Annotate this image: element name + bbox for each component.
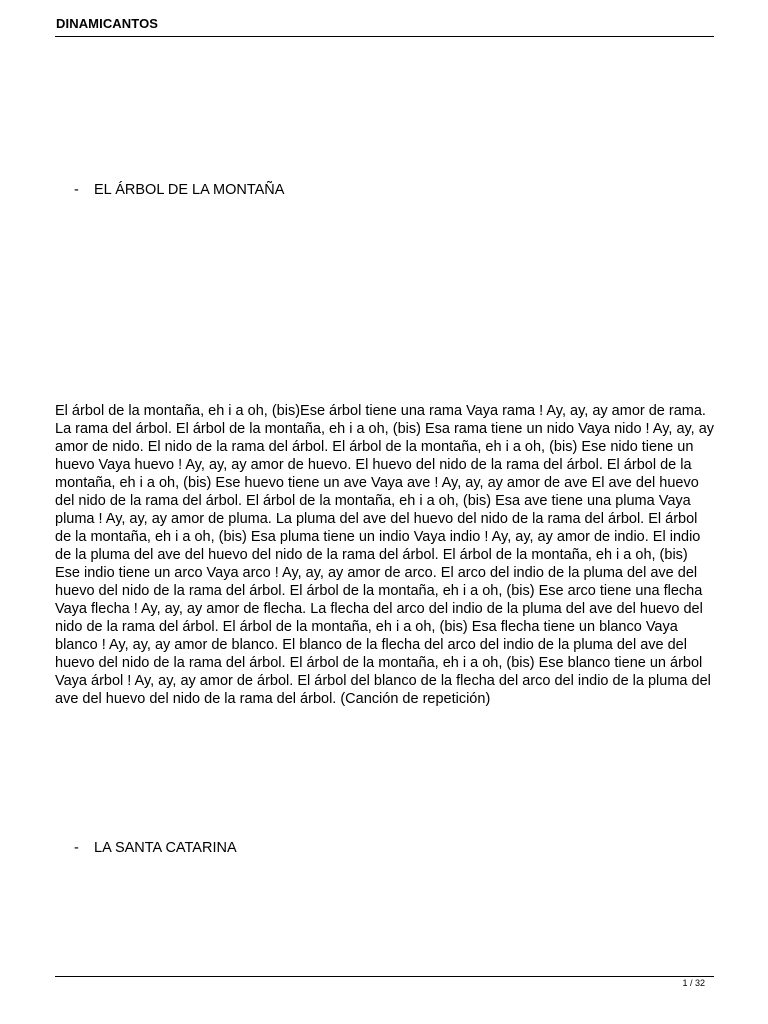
- footer-divider: [55, 976, 714, 977]
- section-heading-santa-catarina: [74, 840, 237, 856]
- list-dash: -: [74, 182, 79, 198]
- list-dash: -: [74, 840, 79, 856]
- page-number: 1 / 32: [682, 978, 705, 988]
- section-heading-arbol: [74, 182, 284, 198]
- section-heading-text: EL ÁRBOL DE LA MONTAÑA: [94, 182, 285, 198]
- song-lyrics-paragraph: El árbol de la montaña, eh i a oh, (bis)Ese árbol tiene una rama Vaya rama ! Ay, ay, ay amor de rama. La rama del árbol. El árbol de la montaña, eh i a oh, (bis) Esa rama tiene un nido Vaya nido ! Ay, ay, ay amor de nido. El nido de la rama del árbol. El árbol de la montaña, eh i a oh, (bis) Ese nido tiene un huevo Vaya huevo ! Ay, ay, ay amor de huevo. El huevo del nido de la rama del árbol. El árbol de la montaña, eh i a oh, (bis) Ese huevo tiene un ave Vaya ave ! Ay, ay, ay amor de ave El ave del huevo del nido de la rama del árbol. El árbol de la montaña, eh i a oh, (bis) Esa ave tiene una pluma Vaya pluma ! Ay, ay, ay amor de pluma. La pluma del ave del huevo del nido de la rama del árbol. El árbol de la montaña, eh i a oh, (bis) Esa pluma tiene un indio Vaya indio ! Ay, ay, ay amor de indio. El indio de la pluma del ave del huevo del nido de la rama del árbol. El árbol de la montaña, eh i a oh, (bis) Ese indio tiene un arco Vaya arco ! Ay, ay, ay amor de arco. El arco del indio de la pluma del ave del huevo del nido de la rama del árbol. El árbol de la montaña, eh i a oh, (bis) Ese arco tiene una flecha Vaya flecha ! Ay, ay, ay amor de flecha. La flecha del arco del indio de la pluma del ave del huevo del nido de la rama del árbol. El árbol de la montaña, eh i a oh, (bis) Esa flecha tiene un blanco Vaya blanco ! Ay, ay, ay amor de blanco. El blanco de la flecha del arco del indio de la pluma del ave del huevo del nido de la rama del árbol. El árbol de la montaña, eh i a oh, (bis) Ese blanco tiene un árbol Vaya árbol ! Ay, ay, ay amor de árbol. El árbol del blanco de la flecha del arco del indio de la pluma del ave del huevo del nido de la rama del árbol. (Canción de repetición): [55, 403, 715, 707]
- document-header-title: DINAMICANTOS: [56, 16, 159, 31]
- section-heading-text: LA SANTA CATARINA: [94, 840, 237, 856]
- header-divider: [55, 36, 714, 37]
